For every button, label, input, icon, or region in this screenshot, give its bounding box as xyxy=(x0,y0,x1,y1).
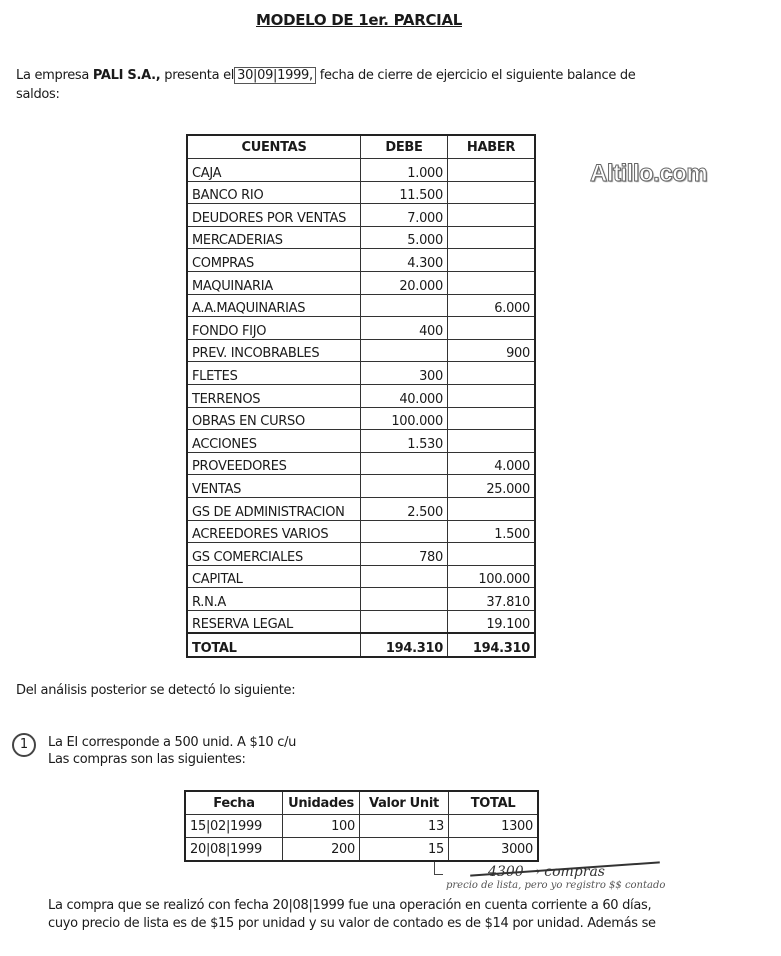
table-cell: 6.000 xyxy=(448,294,536,317)
header-debe: DEBE xyxy=(361,135,448,159)
table-cell xyxy=(448,204,536,227)
closing-date: 30|09|1999, xyxy=(234,67,316,84)
item-line: La EI corresponde a 500 unid. A $10 c/u xyxy=(48,735,297,750)
table-cell xyxy=(448,497,536,520)
table-cell: GS COMERCIALES xyxy=(187,543,361,566)
table-cell: 100.000 xyxy=(361,407,448,430)
item-line: Las compras son las siguientes: xyxy=(48,752,246,767)
table-row xyxy=(185,815,538,838)
table-cell: 194.310 xyxy=(361,633,448,657)
table-cell: MERCADERIAS xyxy=(187,226,361,249)
header-haber: HABER xyxy=(448,135,536,159)
table-cell xyxy=(448,181,536,204)
company-name: PALI S.A., xyxy=(92,68,161,83)
watermark-logo: Altillo.com xyxy=(590,160,708,187)
table-row xyxy=(187,271,535,294)
table-cell xyxy=(448,362,536,385)
table-cell: RESERVA LEGAL xyxy=(187,610,361,633)
table-cell: 7.000 xyxy=(361,204,448,227)
table-cell: ACCIONES xyxy=(187,430,361,453)
table-cell: DEUDORES POR VENTAS xyxy=(187,204,361,227)
purchase-paragraph xyxy=(48,897,656,933)
page-title: MODELO DE 1er. PARCIAL xyxy=(256,11,463,29)
table-cell: R.N.A xyxy=(187,588,361,611)
table-cell: 300 xyxy=(361,362,448,385)
table-row xyxy=(187,497,535,520)
table-cell: 25.000 xyxy=(448,475,536,498)
table-cell: 1.500 xyxy=(448,520,536,543)
table-cell xyxy=(448,249,536,272)
table-row xyxy=(187,294,535,317)
table-cell: 1300 xyxy=(449,815,539,838)
table-row xyxy=(187,181,535,204)
paragraph-line: La compra que se realizó con fecha 20|08|1999 fue una operación en cuenta corriente a 60 días, xyxy=(48,898,652,913)
analysis-intro: Del análisis posterior se detectó lo siguiente: xyxy=(16,683,296,698)
table-cell: 19.100 xyxy=(448,610,536,633)
table-row xyxy=(187,475,535,498)
table-row xyxy=(187,226,535,249)
table-cell: TERRENOS xyxy=(187,384,361,407)
paragraph-line: cuyo precio de lista es de $15 por unidad y su valor de contado es de $14 por unidad. Además se xyxy=(48,916,656,931)
table-cell: 194.310 xyxy=(448,633,536,657)
item-1-text xyxy=(48,734,296,768)
table-row xyxy=(185,838,538,862)
table-cell: 3000 xyxy=(449,838,539,862)
table-cell: 11.500 xyxy=(361,181,448,204)
table-cell: 900 xyxy=(448,339,536,362)
table-cell: 20.000 xyxy=(361,271,448,294)
intro-text: saldos: xyxy=(16,87,60,102)
handwritten-note: precio de lista, pero yo registro $$ contado xyxy=(446,880,666,891)
table-cell xyxy=(448,407,536,430)
intro-text: presenta el xyxy=(160,68,235,83)
table-cell: COMPRAS xyxy=(187,249,361,272)
table-cell: 20|08|1999 xyxy=(185,838,283,862)
table-cell xyxy=(361,588,448,611)
table-cell: PREV. INCOBRABLES xyxy=(187,339,361,362)
table-cell: 100.000 xyxy=(448,565,536,588)
table-cell: FONDO FIJO xyxy=(187,317,361,340)
table-cell: CAPITAL xyxy=(187,565,361,588)
handwritten-sum: 4300 → compras xyxy=(488,864,605,880)
table-cell xyxy=(448,384,536,407)
table-cell: 1.530 xyxy=(361,430,448,453)
table-cell: 1.000 xyxy=(361,159,448,182)
table-cell: 15 xyxy=(360,838,449,862)
item-number-circle: 1 xyxy=(12,733,36,757)
table-row xyxy=(187,565,535,588)
table-cell: 780 xyxy=(361,543,448,566)
table-cell: 5.000 xyxy=(361,226,448,249)
table-cell: 40.000 xyxy=(361,384,448,407)
purchases-table xyxy=(184,790,539,862)
table-cell: 4.300 xyxy=(361,249,448,272)
intro-paragraph xyxy=(16,66,636,104)
balance-table xyxy=(186,134,536,658)
table-cell: 100 xyxy=(283,815,360,838)
table-cell xyxy=(361,475,448,498)
header-unidades: Unidades xyxy=(283,791,360,815)
table-row xyxy=(187,452,535,475)
table-row xyxy=(187,543,535,566)
table-cell: CAJA xyxy=(187,159,361,182)
table-cell xyxy=(361,452,448,475)
table-cell xyxy=(448,430,536,453)
table-row xyxy=(187,384,535,407)
table-cell: MAQUINARIA xyxy=(187,271,361,294)
table-cell: 4.000 xyxy=(448,452,536,475)
table-row xyxy=(187,339,535,362)
table-cell xyxy=(448,271,536,294)
table-row xyxy=(187,610,535,633)
table-cell xyxy=(448,159,536,182)
table-row xyxy=(187,407,535,430)
table-row xyxy=(187,159,535,182)
table-cell xyxy=(361,610,448,633)
table-cell: 13 xyxy=(360,815,449,838)
table-cell: OBRAS EN CURSO xyxy=(187,407,361,430)
table-cell: 2.500 xyxy=(361,497,448,520)
table-cell: BANCO RIO xyxy=(187,181,361,204)
table-cell: GS DE ADMINISTRACION xyxy=(187,497,361,520)
table-row xyxy=(187,362,535,385)
header-cuentas: CUENTAS xyxy=(187,135,361,159)
table-cell xyxy=(361,294,448,317)
table-cell: 15|02|1999 xyxy=(185,815,283,838)
table-cell xyxy=(448,543,536,566)
header-valor-unit: Valor Unit xyxy=(360,791,449,815)
table-cell xyxy=(448,317,536,340)
table-cell xyxy=(361,520,448,543)
intro-text: fecha de cierre de ejercicio el siguiente balance de xyxy=(315,68,636,83)
table-cell xyxy=(448,226,536,249)
table-cell xyxy=(361,339,448,362)
table-row xyxy=(187,249,535,272)
table-row xyxy=(187,588,535,611)
table-row xyxy=(187,520,535,543)
table-cell: FLETES xyxy=(187,362,361,385)
table-cell xyxy=(361,565,448,588)
table-cell: 400 xyxy=(361,317,448,340)
table-cell: PROVEEDORES xyxy=(187,452,361,475)
header-fecha: Fecha xyxy=(185,791,283,815)
table-row xyxy=(187,204,535,227)
table-row xyxy=(187,317,535,340)
table-cell: 37.810 xyxy=(448,588,536,611)
total-row xyxy=(187,633,535,657)
table-cell: ACREEDORES VARIOS xyxy=(187,520,361,543)
table-cell: 200 xyxy=(283,838,360,862)
table-cell: TOTAL xyxy=(187,633,361,657)
handwritten-arrow-mark xyxy=(434,862,443,875)
table-row xyxy=(187,430,535,453)
table-cell: A.A.MAQUINARIAS xyxy=(187,294,361,317)
header-total: TOTAL xyxy=(449,791,539,815)
intro-text: La empresa xyxy=(16,68,93,83)
table-cell: VENTAS xyxy=(187,475,361,498)
